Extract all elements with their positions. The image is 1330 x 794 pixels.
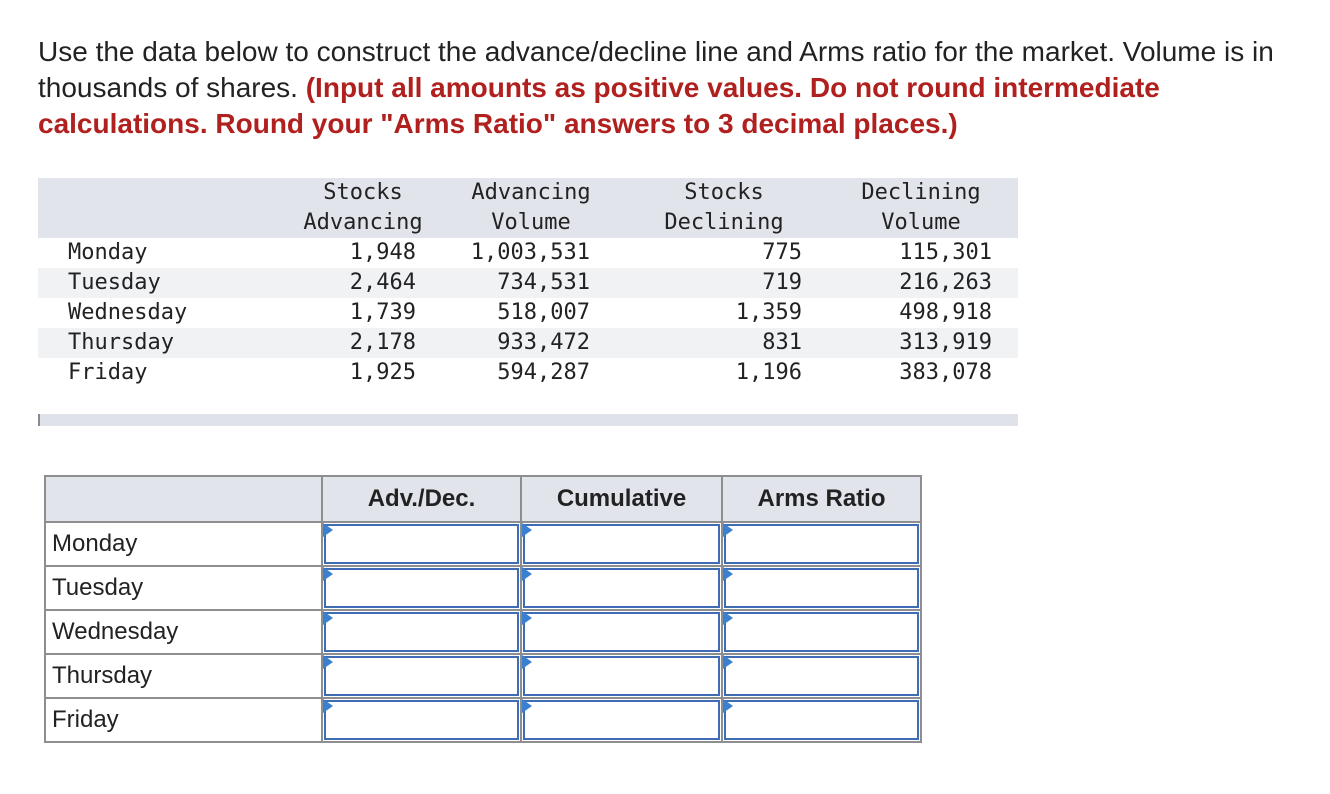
cumulative-input-monday[interactable] [525, 526, 718, 562]
cumulative-input-friday[interactable] [525, 702, 718, 738]
data-row-friday [38, 358, 1018, 388]
answer-header-arms-ratio: Arms Ratio [722, 476, 921, 522]
cumulative-cell [521, 654, 722, 698]
stocks-declining-value: 1,196 [735, 360, 802, 385]
input-flag-icon [522, 611, 532, 625]
header-label: Advancing [471, 180, 591, 205]
answer-day-label: Monday [45, 522, 322, 566]
answer-row-tuesday [45, 566, 921, 610]
day-label: Monday [68, 240, 148, 265]
cumulative-input-thursday[interactable] [525, 658, 718, 694]
arms-ratio-cell [722, 566, 921, 610]
data-header-row [38, 178, 1018, 238]
input-flag-icon [323, 523, 333, 537]
answer-header-blank [45, 476, 322, 522]
arms-ratio-input-thursday[interactable] [726, 658, 917, 694]
header-label: Declining [664, 210, 784, 235]
answer-row-thursday [45, 654, 921, 698]
answer-day-label: Tuesday [45, 566, 322, 610]
stocks-advancing-value: 1,739 [349, 300, 416, 325]
arms-ratio-input-monday[interactable] [726, 526, 917, 562]
arms-ratio-cell [722, 610, 921, 654]
stocks-declining-value: 719 [624, 268, 824, 298]
stocks-declining-value: 831 [624, 328, 824, 358]
data-row-tuesday [38, 268, 1018, 298]
adv-dec-cell [322, 566, 521, 610]
declining-volume-value: 383,078 [899, 360, 992, 385]
adv-dec-cell [322, 654, 521, 698]
header-label: Volume [491, 210, 571, 235]
cumulative-cell [521, 522, 722, 566]
stocks-declining-value: 1,359 [735, 300, 802, 325]
input-flag-icon [522, 567, 532, 581]
answer-day-label: Wednesday [45, 610, 322, 654]
stocks-advancing-value: 1,948 [349, 240, 416, 265]
header-blank [38, 178, 288, 238]
arms-ratio-cell [722, 522, 921, 566]
day-label: Wednesday [68, 300, 188, 325]
adv-dec-input-thursday[interactable] [326, 658, 517, 694]
input-flag-icon [723, 567, 733, 581]
data-table-footer-bar [38, 414, 1018, 426]
header-label: Advancing [303, 210, 423, 235]
input-flag-icon [723, 699, 733, 713]
instructions-emphasis: (Input all amounts as positive values. Do not round intermediate calculations. Round your "Arms Ratio" answers to 3 decimal places.) [38, 72, 1160, 139]
header-stocks-declining [624, 178, 824, 238]
answer-row-wednesday [45, 610, 921, 654]
declining-volume-value: 115,301 [899, 240, 992, 265]
adv-dec-input-friday[interactable] [326, 702, 517, 738]
input-flag-icon [723, 655, 733, 669]
input-flag-icon [323, 567, 333, 581]
data-row-monday [38, 238, 1018, 268]
advancing-volume-value: 518,007 [497, 300, 590, 325]
cumulative-cell [521, 566, 722, 610]
adv-dec-input-tuesday[interactable] [326, 570, 517, 606]
advancing-volume-value: 1,003,531 [470, 240, 590, 265]
answer-row-friday [45, 698, 921, 742]
arms-ratio-cell [722, 654, 921, 698]
header-label: Stocks [323, 180, 403, 205]
input-flag-icon [522, 655, 532, 669]
arms-ratio-input-tuesday[interactable] [726, 570, 917, 606]
day-label: Tuesday [38, 268, 288, 298]
adv-dec-cell [322, 698, 521, 742]
cumulative-input-tuesday[interactable] [525, 570, 718, 606]
answer-header-cumulative: Cumulative [521, 476, 722, 522]
header-declining-volume [824, 178, 1018, 238]
header-label: Stocks [684, 180, 764, 205]
adv-dec-input-wednesday[interactable] [326, 614, 517, 650]
cumulative-cell [521, 698, 722, 742]
arms-ratio-cell [722, 698, 921, 742]
stocks-advancing-value: 2,178 [288, 328, 438, 358]
arms-ratio-input-friday[interactable] [726, 702, 917, 738]
answer-table [44, 475, 922, 743]
input-flag-icon [723, 523, 733, 537]
header-advancing-volume [438, 178, 624, 238]
declining-volume-value: 313,919 [824, 328, 1018, 358]
declining-volume-value: 498,918 [899, 300, 992, 325]
input-flag-icon [323, 655, 333, 669]
advancing-volume-value: 734,531 [438, 268, 624, 298]
header-stocks-advancing [288, 178, 438, 238]
answer-day-label: Friday [45, 698, 322, 742]
header-label: Volume [881, 210, 961, 235]
advancing-volume-value: 933,472 [438, 328, 624, 358]
stocks-advancing-value: 2,464 [288, 268, 438, 298]
instructions-text: Use the data below to construct the advance/decline line and Arms ratio for the market. Volume is in thousands of shares. [38, 36, 1274, 103]
day-label: Thursday [38, 328, 288, 358]
data-row-thursday [38, 328, 1018, 358]
given-data-table [38, 178, 1018, 426]
input-flag-icon [323, 611, 333, 625]
question-instructions [38, 34, 1308, 142]
declining-volume-value: 216,263 [824, 268, 1018, 298]
day-label: Friday [68, 360, 148, 385]
answer-header-adv-dec: Adv./Dec. [322, 476, 521, 522]
input-flag-icon [323, 699, 333, 713]
answer-row-monday [45, 522, 921, 566]
adv-dec-cell [322, 522, 521, 566]
input-flag-icon [723, 611, 733, 625]
answer-day-label: Thursday [45, 654, 322, 698]
stocks-advancing-value: 1,925 [349, 360, 416, 385]
arms-ratio-input-wednesday[interactable] [726, 614, 917, 650]
stocks-declining-value: 775 [762, 240, 802, 265]
answer-header-row [45, 476, 921, 522]
adv-dec-cell [322, 610, 521, 654]
data-row-wednesday [38, 298, 1018, 328]
cumulative-input-wednesday[interactable] [525, 614, 718, 650]
input-flag-icon [522, 523, 532, 537]
header-label: Declining [861, 180, 981, 205]
adv-dec-input-monday[interactable] [326, 526, 517, 562]
advancing-volume-value: 594,287 [497, 360, 590, 385]
input-flag-icon [522, 699, 532, 713]
cumulative-cell [521, 610, 722, 654]
